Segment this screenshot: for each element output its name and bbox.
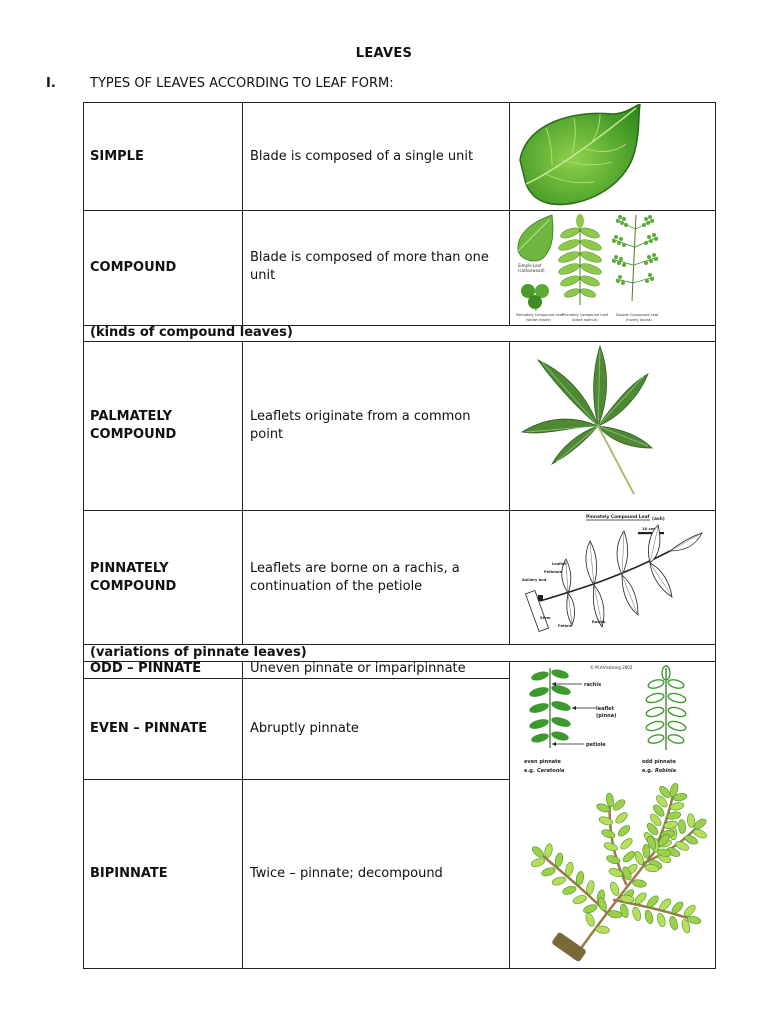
caption-simple-sub: (cottonwood) <box>518 268 545 273</box>
bipinnate-leaflet <box>614 811 629 826</box>
label-petiole: Petiole <box>558 624 573 628</box>
row-desc-even-pinnate: Abruptly pinnate <box>250 721 359 736</box>
bipinnate-leaflet <box>530 857 546 868</box>
row-desc-compound: Blade is composed of more than one unit <box>250 250 489 283</box>
bipinnate-leaf-image <box>514 780 710 966</box>
caption-simple-leaf: Simple Leaf <box>518 263 542 268</box>
subheading-compound-kinds: (kinds of compound leaves) <box>90 325 293 340</box>
bipinnate-leaflet <box>582 903 598 914</box>
label-pinna-variant: (pinna) <box>596 713 617 719</box>
row-desc-odd-pinnate: Uneven pinnate or imparipinnate <box>250 661 466 676</box>
bipinnate-leaflet <box>621 849 636 864</box>
bipinnate-leaflet <box>603 841 619 852</box>
bipinnate-leaflet <box>554 852 564 867</box>
label-odd-example: Robinia <box>655 768 676 774</box>
section-heading: TYPES OF LEAVES ACCORDING TO LEAF FORM: <box>90 76 394 91</box>
document-title: LEAVES <box>355 46 413 61</box>
bipinnate-leaflet <box>609 881 621 897</box>
subheading-pinnate-variations: (variations of pinnate leaves) <box>90 645 307 660</box>
diagram-ash: (ash) <box>652 517 665 522</box>
caption-palmate-leaf: Palmately Compound Leaf <box>516 313 564 317</box>
row-desc-simple: Blade is composed of a single unit <box>250 149 474 164</box>
bipinnate-leaflet <box>562 885 578 896</box>
bipinnate-leaflet <box>631 906 642 921</box>
bipinnate-leaflet <box>616 824 631 839</box>
bipinnate-leaflet <box>575 871 585 886</box>
label-leaflet-variant: leaflet <box>596 706 614 712</box>
section-number: I. <box>46 76 56 91</box>
caption-double-sub: (honey locust) <box>626 318 652 322</box>
row-label-compound: COMPOUND <box>90 260 177 275</box>
row-label-simple: SIMPLE <box>90 149 144 164</box>
simple-leaf-image <box>512 104 652 208</box>
bipinnate-leaflet <box>656 912 667 927</box>
compound-leaves-image <box>512 211 668 325</box>
row-desc-pinnately: Leaflets are borne on a rachis, a continuation of the petiole <box>250 561 460 594</box>
row-label-pinnately: PINNATELY COMPOUND <box>90 561 177 594</box>
bipinnate-leaflet <box>678 819 686 834</box>
row-label-palmately: PALMATELY COMPOUND <box>90 409 177 442</box>
row-label-bipinnate: BIPINNATE <box>90 866 168 881</box>
bipinnate-leaflet <box>584 912 596 928</box>
label-even-example-prefix: e.g. <box>524 768 535 774</box>
bipinnate-leaflet <box>607 910 622 919</box>
pinnate-diagram-image <box>510 511 715 643</box>
label-odd-example-prefix: e.g. <box>642 768 653 774</box>
diagram-heading: Pinnately Compound Leaf <box>586 515 650 520</box>
bipinnate-leaflet <box>572 894 588 905</box>
label-rachis: Rachis <box>592 620 606 624</box>
bipinnate-leaflet <box>619 836 634 851</box>
row-label-even-pinnate: EVEN – PINNATE <box>90 721 208 736</box>
copyright-text: © M.Armstrong 2002 <box>590 665 633 670</box>
bipinnate-leaflet <box>544 843 554 858</box>
row-label-odd-pinnate: ODD – PINNATE <box>90 661 202 676</box>
bipinnate-leaflet <box>541 866 557 877</box>
bipinnate-leaflet <box>668 915 679 930</box>
label-axillary-bud: Axillary bud <box>522 578 547 582</box>
label-rachis-variant: rachis <box>584 682 602 688</box>
even-odd-pinnate-image <box>512 662 712 780</box>
label-petiolule: Petiolule <box>544 570 562 574</box>
caption-pinnate-leaf: Pinnately Compound Leaf <box>562 313 609 317</box>
label-stem: Stem <box>540 616 551 620</box>
diagram-scale: 10 cm <box>642 526 655 531</box>
row-desc-palmately: Leaflets originate from a common point <box>250 409 471 442</box>
row-desc-bipinnate: Twice – pinnate; decompound <box>250 866 443 881</box>
label-leaflet: Leaflet <box>552 562 566 566</box>
bipinnate-leaflet <box>595 925 610 934</box>
caption-pinnate-sub: (black walnut) <box>572 318 598 322</box>
caption-palmate-sub: (white clover) <box>526 318 551 322</box>
bipinnate-leaflet <box>601 828 617 839</box>
bipinnate-leaflet <box>585 880 595 895</box>
caption-double-leaf: Double Compound Leaf <box>616 313 659 317</box>
bipinnate-leaflet <box>608 867 624 878</box>
label-petiole-variant: petiole <box>586 742 606 748</box>
label-even-pinnate: even pinnate <box>524 759 561 765</box>
palmate-leaf-image <box>514 344 654 506</box>
label-odd-pinnate: odd pinnate <box>642 759 676 765</box>
label-even-example: Ceratonia <box>537 768 565 774</box>
bipinnate-leaflet <box>565 862 575 877</box>
bipinnate-leaflet <box>644 909 655 924</box>
bipinnate-leaflet <box>551 875 567 886</box>
bipinnate-leaflet <box>632 879 647 888</box>
